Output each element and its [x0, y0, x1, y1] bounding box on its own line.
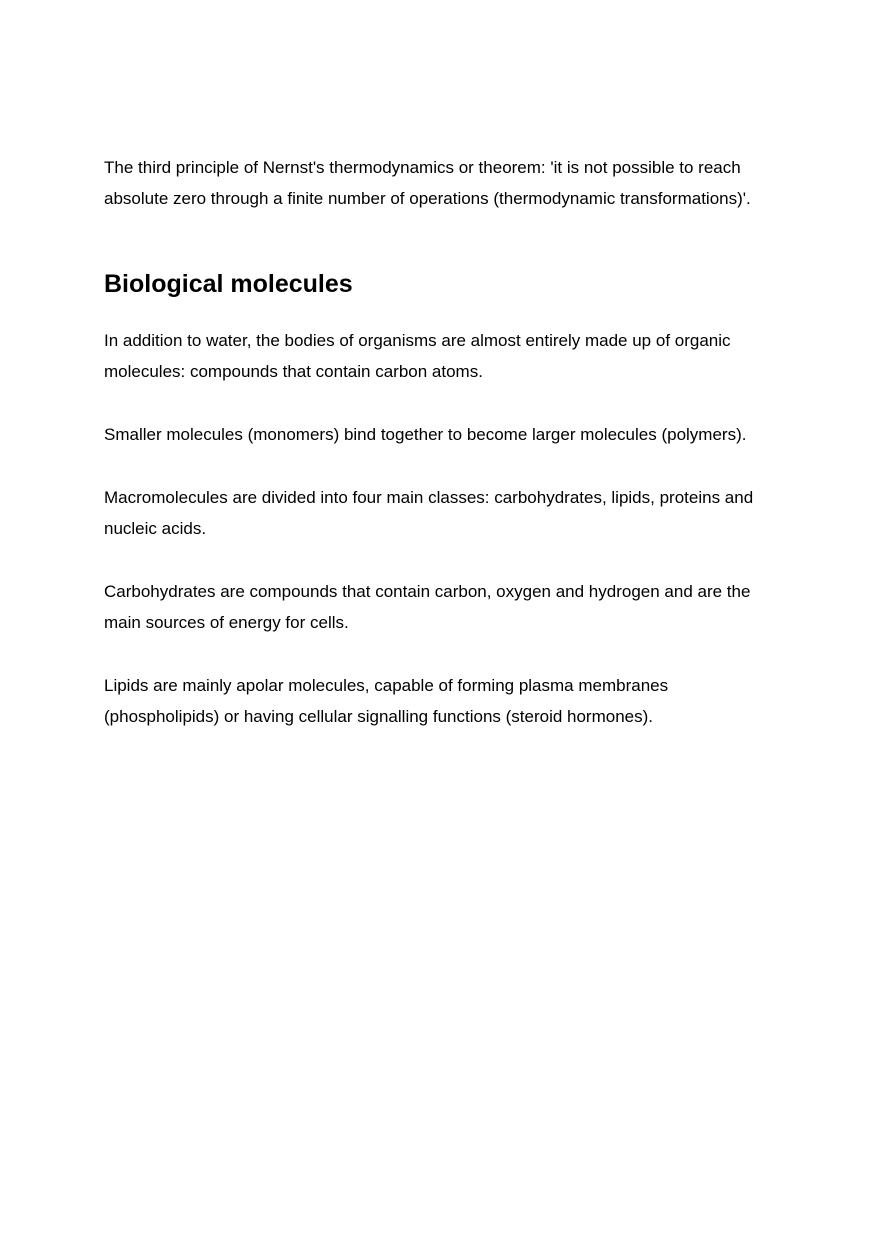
section-heading: Biological molecules — [104, 270, 353, 298]
intro-paragraph: The third principle of Nernst's thermodynamics or theorem: 'it is not possible to reach absolute zero through a finite number of operations (thermodynamic transformations)'. — [104, 158, 751, 208]
paragraph-monomers-polymers: Smaller molecules (monomers) bind together to become larger molecules (polymers). — [104, 425, 747, 444]
paragraph-organic-molecules: In addition to water, the bodies of organisms are almost entirely made up of organic molecules: compounds that contain carbon atoms. — [104, 331, 731, 381]
page-content — [104, 152, 784, 764]
paragraph-carbohydrates: Carbohydrates are compounds that contain carbon, oxygen and hydrogen and are the main sources of energy for cells. — [104, 582, 751, 632]
paragraph-lipids: Lipids are mainly apolar molecules, capable of forming plasma membranes (phospholipids) or having cellular signalling functions (steroid hormones). — [104, 676, 669, 726]
paragraph-macromolecule-classes: Macromolecules are divided into four main classes: carbohydrates, lipids, proteins and nucleic acids. — [104, 488, 754, 538]
